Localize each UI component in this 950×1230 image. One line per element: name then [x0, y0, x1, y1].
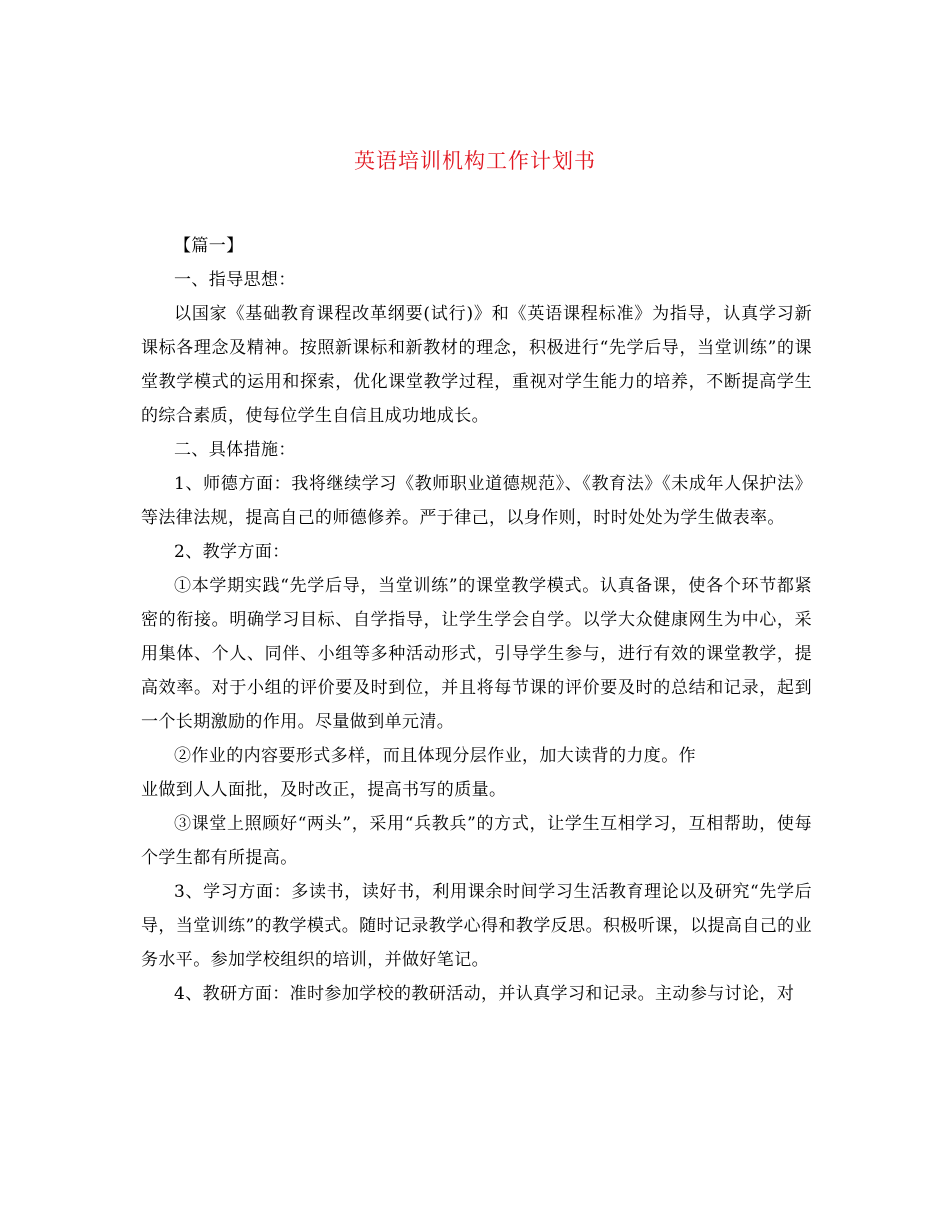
heading-teaching: 2、教学方面： — [174, 542, 290, 562]
paragraph-learning: 3、学习方面：多读书，读好书，利用课余时间学习生活教育理论以及研究“先学后导，当堂训练”的教学模式。随时记录教学心得和教学反思。积极听课，以提高自己的业务水平。参加学校组织的培训，并做好笔记。 — [141, 882, 812, 970]
paragraph-ethics: 1、师德方面：我将继续学习《教师职业道德规范》、《教育法》《未成年人保护法》等法律法规，提高自己的师德修养。严于律己，以身作则，时时处处为学生做表率。 — [141, 474, 812, 528]
heading-guiding-ideology: 一、指导思想： — [174, 270, 296, 290]
paragraph-teaching-3: ③课堂上照顾好“两头”，采用“兵教兵”的方式，让学生互相学习，互相帮助，使每个学生都有所提高。 — [141, 814, 812, 868]
document-title: 英语培训机构工作计划书 — [354, 149, 596, 173]
document-body — [141, 229, 812, 1011]
paragraph-research: 4、教研方面：准时参加学校的教研活动，并认真学习和记录。主动参与讨论，对 — [174, 984, 795, 1004]
paragraph-guiding-ideology: 以国家《基础教育课程改革纲要(试行)》和《英语课程标准》为指导，认真学习新课标各理念及精神。按照新课标和新教材的理念，积极进行“先学后导，当堂训练”的课堂教学模式的运用和探索，优化课堂教学过程，重视对学生能力的培养，不断提高学生的综合素质，使每位学生自信且成功地成长。 — [141, 304, 812, 426]
paragraph-teaching-1: ①本学期实践“先学后导，当堂训练”的课堂教学模式。认真备课，使各个环节都紧密的衔接。明确学习目标、自学指导，让学生学会自学。以学大众健康网生为中心，采用集体、个人、同伴、小组等多种活动形式，引导学生参与，进行有效的课堂教学，提高效率。对于小组的评价要及时到位，并且将每节课的评价要及时的总结和记录，起到一个长期激励的作用。尽量做到单元清。 — [141, 576, 812, 732]
section-label: 【篇一】 — [174, 236, 244, 256]
paragraph-teaching-2-continued: 业做到人人面批，及时改正，提高书写的质量。 — [141, 780, 507, 800]
paragraph-teaching-2: ②作业的内容要形式多样，而且体现分层作业，加大读背的力度。作 — [174, 746, 696, 766]
heading-specific-measures: 二、具体措施： — [174, 440, 296, 460]
